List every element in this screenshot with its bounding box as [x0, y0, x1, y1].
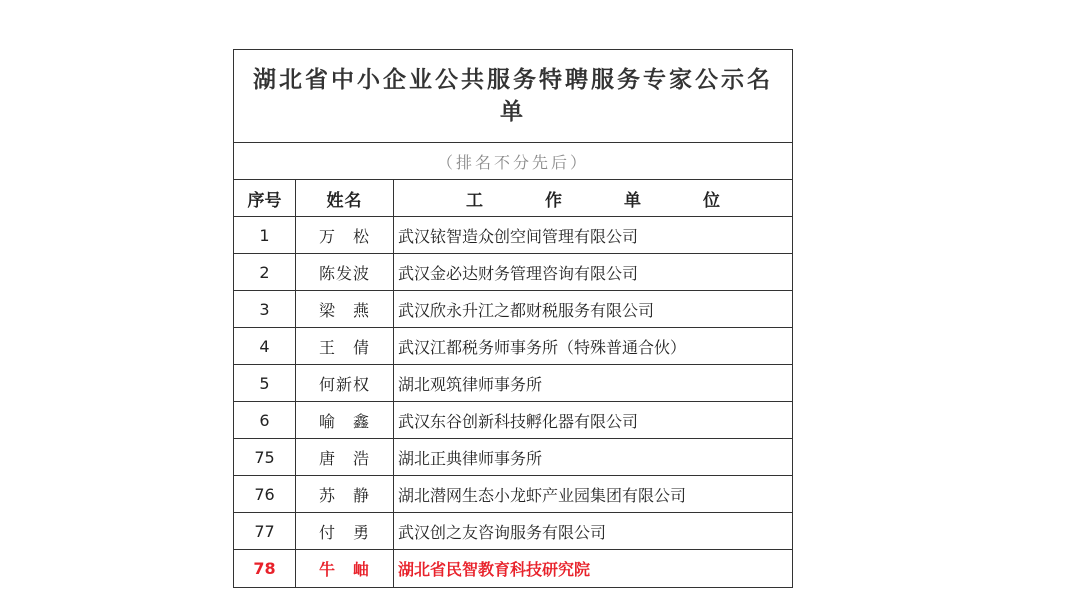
- row-unit: 湖北正典律师事务所: [394, 439, 793, 476]
- table-row: [234, 439, 792, 476]
- table-row: [234, 476, 792, 513]
- row-unit: 武汉金必达财务管理咨询有限公司: [394, 254, 793, 291]
- table-row: [234, 328, 792, 365]
- row-unit: 武汉创之友咨询服务有限公司: [394, 513, 793, 550]
- row-unit: 湖北观筑律师事务所: [394, 365, 793, 402]
- roster-table: [234, 180, 792, 587]
- row-name: 付 勇: [296, 513, 394, 550]
- document-title: 湖北省中小企业公共服务特聘服务专家公示名单: [234, 50, 792, 143]
- ranking-note: （排名不分先后）: [234, 143, 792, 180]
- table-row: [234, 217, 792, 254]
- row-name: 苏 静: [296, 476, 394, 513]
- row-unit: 湖北省民智教育科技研究院: [398, 560, 591, 579]
- row-no: 75: [234, 439, 296, 476]
- expert-list-table: [233, 49, 793, 588]
- row-no: 5: [234, 365, 296, 402]
- row-no: 76: [234, 476, 296, 513]
- row-name: 何新权: [296, 365, 394, 402]
- row-unit: 武汉东谷创新科技孵化器有限公司: [394, 402, 793, 439]
- row-name: 唐 浩: [296, 439, 394, 476]
- header-name: 姓名: [296, 180, 394, 217]
- row-name: 梁 燕: [296, 291, 394, 328]
- table-row: [234, 402, 792, 439]
- highlighted-row: [234, 550, 792, 588]
- row-unit: 湖北潜网生态小龙虾产业园集团有限公司: [394, 476, 793, 513]
- row-no: 6: [234, 402, 296, 439]
- row-no: 3: [234, 291, 296, 328]
- header-row: [234, 180, 792, 217]
- row-name: 万 松: [296, 217, 394, 254]
- header-no: 序号: [234, 180, 296, 217]
- row-name: 王 倩: [296, 328, 394, 365]
- row-no: 78: [234, 550, 296, 588]
- table-row: [234, 291, 792, 328]
- row-name: 牛 岫: [296, 550, 394, 588]
- row-no: 1: [234, 217, 296, 254]
- header-unit: 工作单位: [394, 180, 793, 217]
- table-row: [234, 365, 792, 402]
- row-name: 喻 鑫: [296, 402, 394, 439]
- row-no: 4: [234, 328, 296, 365]
- table-row: [234, 513, 792, 550]
- row-no: 77: [234, 513, 296, 550]
- table-row: [234, 254, 792, 291]
- row-unit: 武汉江都税务师事务所（特殊普通合伙）: [394, 328, 793, 365]
- row-unit: 武汉铱智造众创空间管理有限公司: [394, 217, 793, 254]
- row-name: 陈发波: [296, 254, 394, 291]
- row-unit: 武汉欣永升江之都财税服务有限公司: [394, 291, 793, 328]
- row-no: 2: [234, 254, 296, 291]
